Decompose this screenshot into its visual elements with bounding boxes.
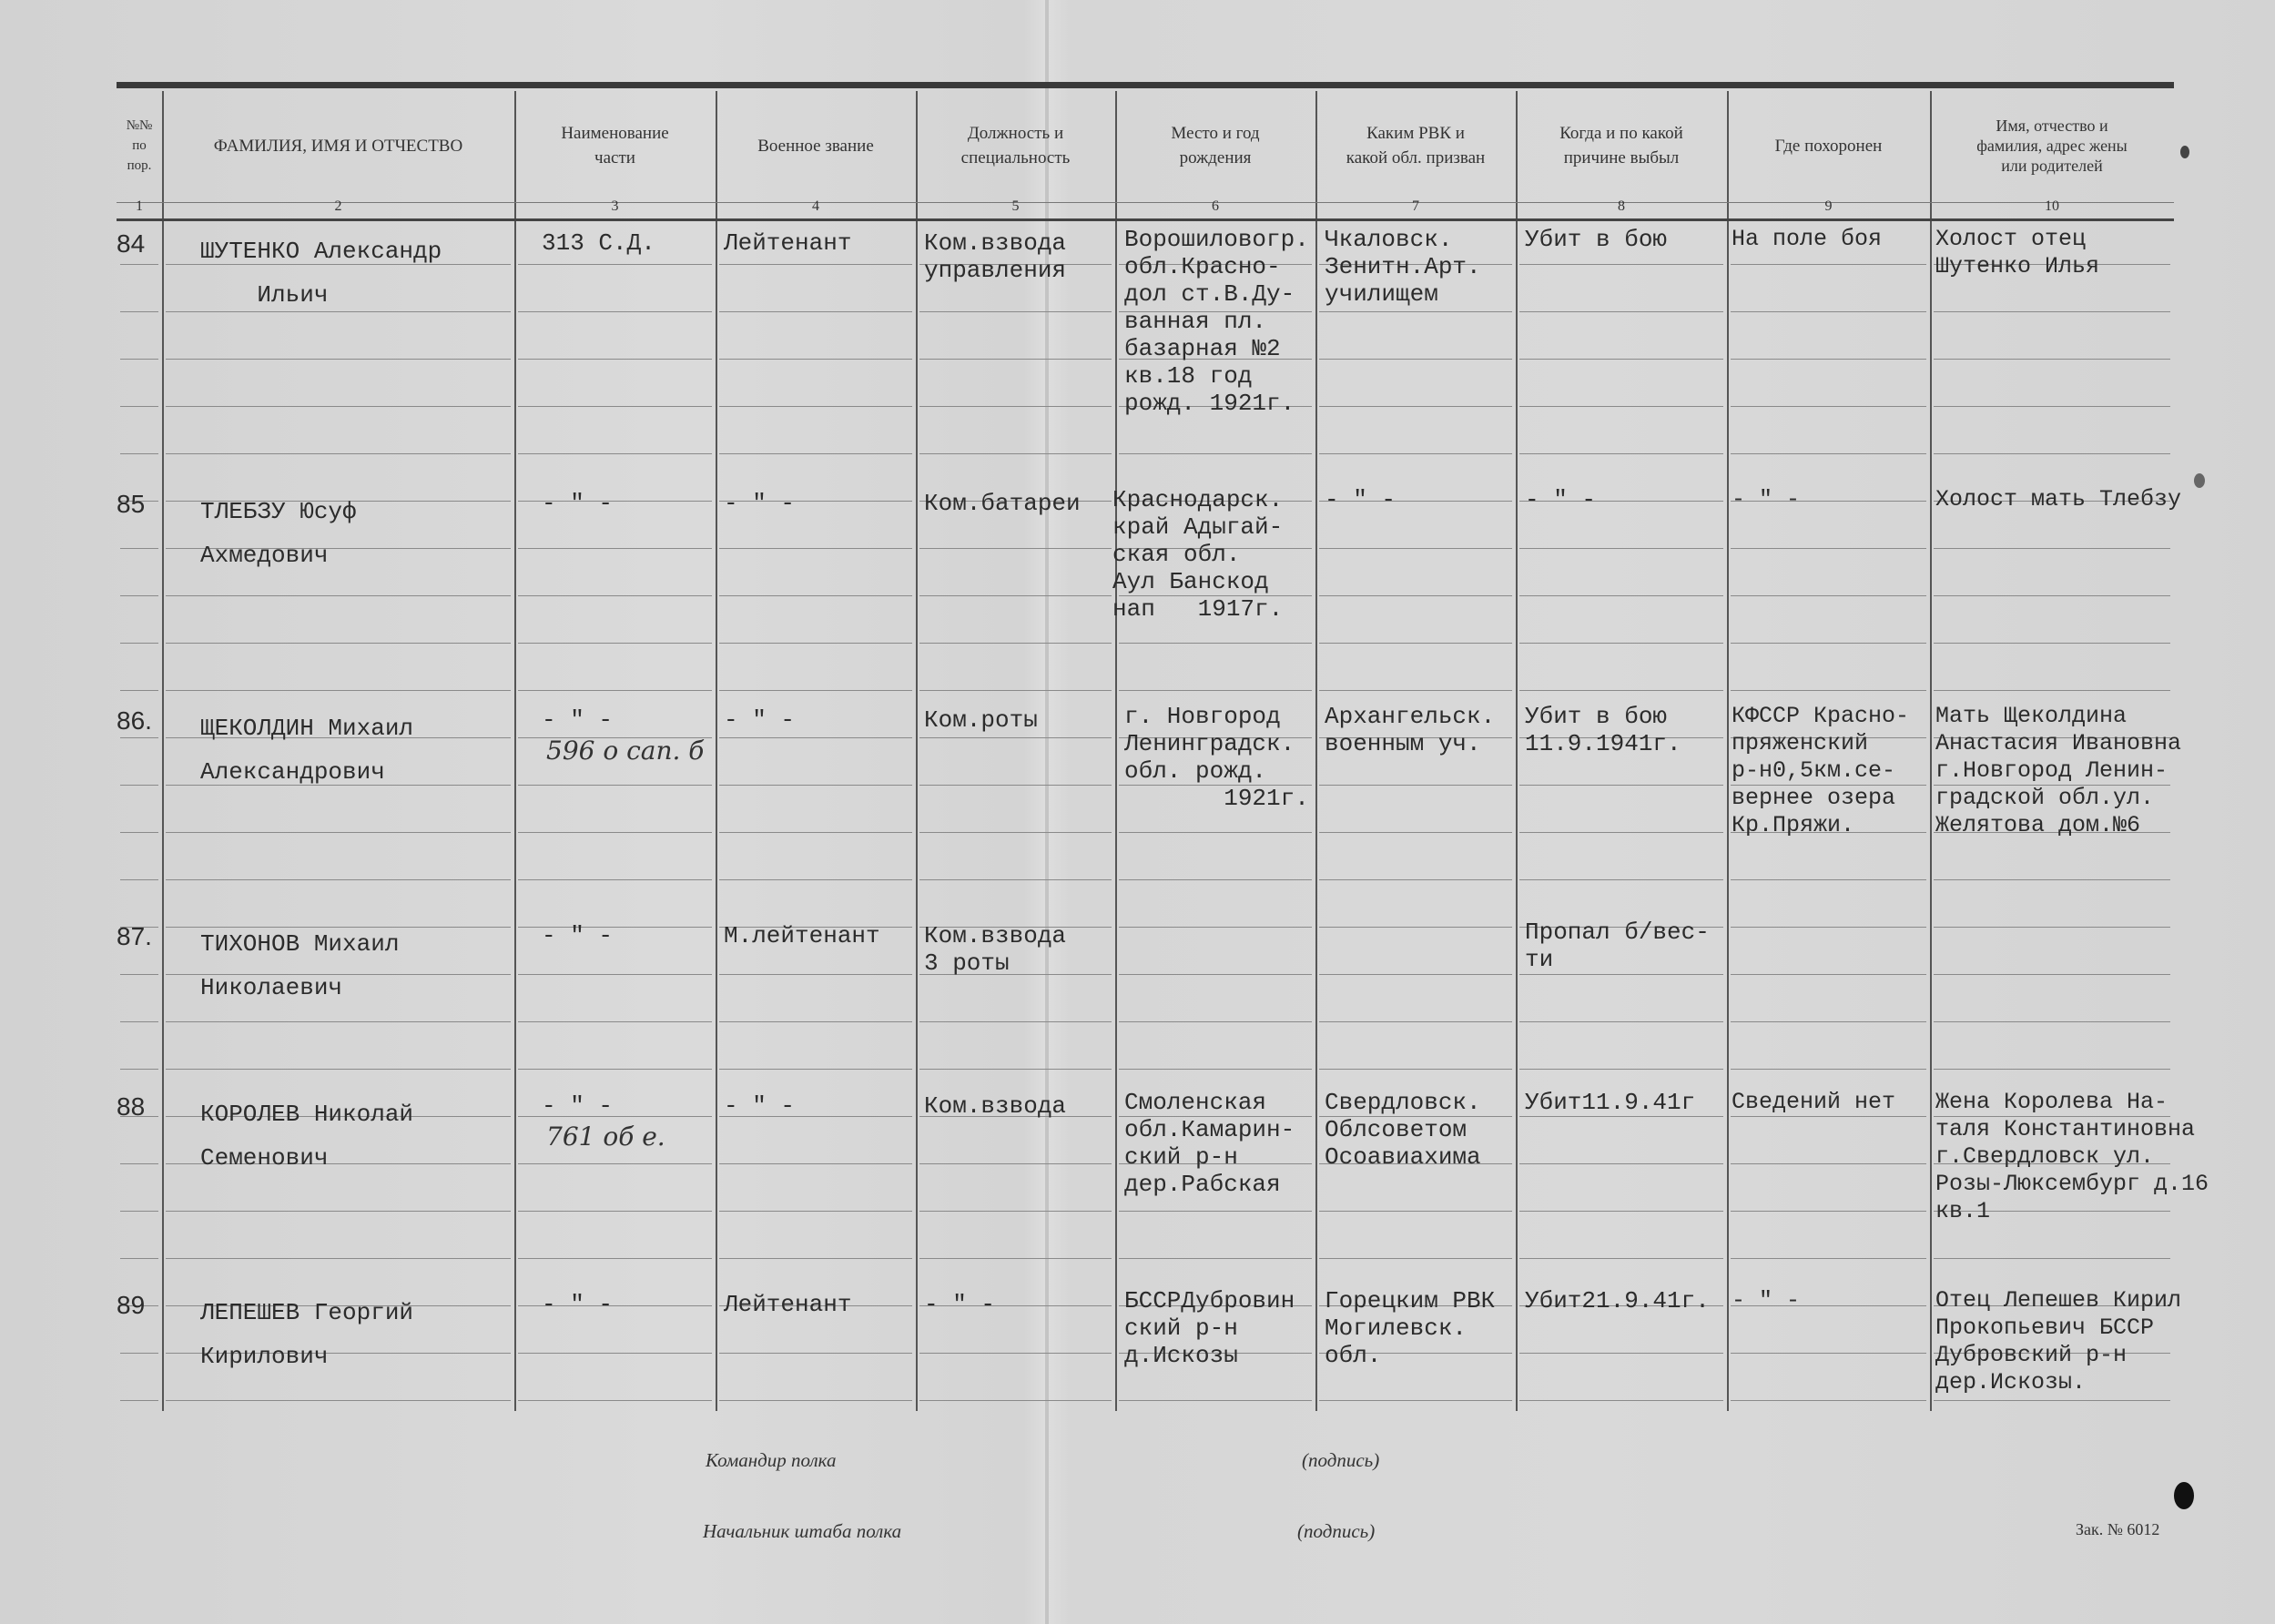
unit-cell: 313 С.Д. — [542, 229, 655, 257]
ruled-line — [1731, 406, 1926, 407]
ruled-line — [1119, 1021, 1312, 1022]
ruled-line — [1119, 879, 1312, 880]
column-number: 1 — [136, 198, 143, 214]
ruled-line — [120, 595, 158, 596]
ruled-line — [120, 548, 158, 549]
row-number: 84 — [117, 229, 146, 258]
soldier-name: ТИХОНОВ Михаил Николаевич — [200, 930, 400, 1001]
ruled-line — [1519, 832, 1723, 833]
ruled-line — [1934, 406, 2170, 407]
ruled-line — [1731, 1116, 1926, 1117]
position-cell: Ком.роты — [924, 706, 1038, 734]
buried-cell: На поле боя — [1732, 226, 1883, 252]
column-number: 2 — [334, 198, 342, 214]
reason-cell: Убит21.9.41г. — [1525, 1287, 1710, 1314]
birth-cell: Краснодарск. край Адыгай- ская обл. Аул Банскод нап 1917г. — [1112, 486, 1284, 623]
column-divider — [916, 91, 918, 1411]
ruled-line — [1319, 1021, 1512, 1022]
ruled-line — [1119, 690, 1312, 691]
ruled-line — [1319, 1069, 1512, 1070]
ruled-line — [919, 832, 1112, 833]
unit-cell: - " - — [542, 922, 614, 949]
ruled-line — [518, 1258, 712, 1259]
buried-cell: Сведений нет — [1732, 1089, 1896, 1115]
ruled-line — [1731, 927, 1926, 928]
ruled-line — [166, 595, 511, 596]
header-col-relatives: Имя, отчество и фамилия, адрес жены или родителей — [1976, 117, 2128, 175]
ruled-line — [919, 359, 1112, 360]
ruled-line — [1119, 974, 1312, 975]
rank-cell: Лейтенант — [724, 229, 852, 257]
ruled-line — [1319, 595, 1512, 596]
ruled-line — [518, 1163, 712, 1164]
unit-handwritten: 596 о сап. б — [546, 736, 705, 766]
ruled-line — [1731, 1400, 1926, 1401]
ruled-line — [919, 1211, 1112, 1212]
ruled-line — [1319, 927, 1512, 928]
soldier-name: КОРОЛЕВ Николай Семенович — [200, 1101, 414, 1172]
position-cell: Ком.батареи — [924, 490, 1081, 517]
ruled-line — [1119, 1400, 1312, 1401]
ruled-line — [719, 1021, 912, 1022]
ruled-line — [1119, 1211, 1312, 1212]
ruled-line — [1731, 595, 1926, 596]
ruled-line — [719, 359, 912, 360]
ruled-line — [719, 643, 912, 644]
ruled-line — [1934, 311, 2170, 312]
ruled-line — [1934, 643, 2170, 644]
ruled-line — [919, 595, 1112, 596]
ruled-line — [1319, 643, 1512, 644]
ruled-line — [1731, 1258, 1926, 1259]
ruled-line — [1934, 359, 2170, 360]
ruled-line — [1119, 1069, 1312, 1070]
ruled-line — [1731, 359, 1926, 360]
rank-cell: М.лейтенант — [724, 922, 880, 949]
ruled-line — [919, 548, 1112, 549]
ruled-line — [1731, 690, 1926, 691]
ruled-line — [1519, 311, 1723, 312]
ruled-line — [919, 737, 1112, 738]
rvk-cell: Горецким РВК Могилевск. обл. — [1325, 1287, 1496, 1369]
ruled-line — [1519, 548, 1723, 549]
ruled-line — [1731, 453, 1926, 454]
header-col-rank: Военное звание — [757, 136, 874, 156]
ruled-line — [1319, 879, 1512, 880]
ruled-line — [1119, 1258, 1312, 1259]
buried-cell: - " - — [1732, 1287, 1801, 1314]
ruled-line — [1519, 1163, 1723, 1164]
ruled-line — [518, 311, 712, 312]
column-number: 6 — [1212, 198, 1219, 214]
birth-cell: БССРДубровин ский р-н д.Искозы — [1124, 1287, 1295, 1369]
reason-cell: Убит11.9.41г — [1525, 1089, 1696, 1116]
ink-blot — [2180, 146, 2189, 158]
ink-blot — [2194, 473, 2205, 488]
birth-cell: Ворошиловогр. обл.Красно- дол ст.В.Ду- ванная пл. базарная №2 кв.18 год рожд. 1921г. — [1124, 226, 1309, 417]
ruled-line — [1119, 927, 1312, 928]
ruled-line — [919, 1021, 1112, 1022]
column-number: 4 — [812, 198, 819, 214]
column-divider — [514, 91, 516, 1411]
ruled-line — [120, 690, 158, 691]
ruled-line — [1519, 974, 1723, 975]
ruled-line — [166, 1258, 511, 1259]
soldier-name: ТЛЕБЗУ Юсуф Ахмедович — [200, 498, 357, 569]
ruled-line — [719, 1353, 912, 1354]
ruled-line — [120, 832, 158, 833]
ruled-line — [518, 406, 712, 407]
ruled-line — [919, 406, 1112, 407]
ruled-line — [1319, 359, 1512, 360]
ruled-line — [919, 785, 1112, 786]
ruled-line — [1119, 832, 1312, 833]
ruled-line — [1519, 359, 1723, 360]
rvk-cell: Чкаловск. Зенитн.Арт. училищем — [1325, 226, 1481, 308]
ink-blot — [2174, 1482, 2194, 1509]
ruled-line — [1519, 643, 1723, 644]
ruled-line — [1519, 1258, 1723, 1259]
ruled-line — [518, 1400, 712, 1401]
relatives-cell: Мать Щеколдина Анастасия Ивановна г.Новгород Ленин- градской обл.ул. Желятова дом.№6 — [1935, 703, 2182, 838]
ruled-line — [120, 359, 158, 360]
ruled-line — [166, 1400, 511, 1401]
rvk-cell: Свердловск. Облсоветом Осоавиахима — [1325, 1089, 1481, 1171]
ruled-line — [719, 406, 912, 407]
ruled-line — [719, 737, 912, 738]
ruled-line — [1934, 974, 2170, 975]
ruled-line — [1934, 595, 2170, 596]
ruled-line — [120, 406, 158, 407]
header-col-birth: Место и год рождения — [1171, 124, 1260, 167]
ruled-line — [719, 974, 912, 975]
header-col-reason: Когда и по какой причине выбыл — [1559, 124, 1683, 167]
ruled-line — [1319, 1258, 1512, 1259]
unit-cell: - " - — [542, 1291, 614, 1318]
ruled-line — [518, 1069, 712, 1070]
footer-commander-label: Командир полка — [706, 1449, 837, 1471]
ruled-line — [1319, 974, 1512, 975]
rank-cell: Лейтенант — [724, 1291, 852, 1318]
birth-cell: г. Новгород Ленинградск. обл. рожд. 1921г. — [1124, 703, 1309, 812]
ruled-line — [1934, 690, 2170, 691]
ruled-line — [518, 643, 712, 644]
ruled-line — [1934, 927, 2170, 928]
ruled-line — [719, 832, 912, 833]
ruled-line — [1934, 1069, 2170, 1070]
position-cell: Ком.взвода 3 роты — [924, 922, 1067, 977]
ruled-line — [120, 1211, 158, 1212]
reason-cell: Пропал б/вес- ти — [1525, 919, 1710, 973]
ruled-line — [719, 595, 912, 596]
ruled-line — [1934, 548, 2170, 549]
ruled-line — [1934, 453, 2170, 454]
ruled-line — [518, 690, 712, 691]
birth-cell: Смоленская обл.Камарин- ский р-н дер.Рабская — [1124, 1089, 1295, 1198]
ruled-line — [120, 643, 158, 644]
column-divider — [162, 91, 164, 1411]
ruled-line — [1731, 548, 1926, 549]
position-cell: - " - — [924, 1291, 996, 1318]
ruled-line — [719, 264, 912, 265]
header-col-position: Должность и специальность — [960, 124, 1071, 167]
ruled-line — [1319, 690, 1512, 691]
ruled-line — [1519, 1211, 1723, 1212]
ruled-line — [1731, 974, 1926, 975]
ruled-line — [719, 1211, 912, 1212]
column-divider — [1516, 91, 1518, 1411]
relatives-cell: Холост мать Тлебзу — [1935, 486, 2182, 513]
ruled-line — [120, 785, 158, 786]
ruled-line — [120, 453, 158, 454]
row-number: 87. — [117, 922, 152, 950]
column-divider — [1315, 91, 1317, 1411]
row-number: 85 — [117, 490, 146, 518]
column-number: 7 — [1412, 198, 1419, 214]
ruled-line — [166, 406, 511, 407]
ruled-line — [1519, 879, 1723, 880]
row-number: 89 — [117, 1291, 146, 1319]
footer-signature-1: (подпись) — [1302, 1449, 1380, 1471]
ruled-line — [1934, 1021, 2170, 1022]
footer-signature-2: (подпись) — [1297, 1520, 1376, 1542]
ruled-line — [1934, 1258, 2170, 1259]
ruled-line — [120, 974, 158, 975]
column-number: 9 — [1824, 198, 1833, 214]
column-number: 3 — [611, 198, 619, 214]
footer-chief-label: Начальник штаба полка — [703, 1520, 902, 1542]
ruled-line — [919, 643, 1112, 644]
ruled-line — [1119, 453, 1312, 454]
ruled-line — [166, 359, 511, 360]
ruled-line — [1519, 1069, 1723, 1070]
header-col-rvk: Каким РВК и какой обл. призван — [1346, 124, 1486, 167]
ruled-line — [518, 1353, 712, 1354]
column-number: 5 — [1011, 198, 1020, 214]
header-col-num: №№ по пор. — [126, 118, 153, 173]
rank-cell: - " - — [724, 706, 796, 734]
position-cell: Ком.взвода — [924, 1092, 1067, 1120]
ruled-line — [1519, 453, 1723, 454]
ruled-line — [1519, 690, 1723, 691]
ruled-line — [166, 832, 511, 833]
ruled-line — [1731, 1163, 1926, 1164]
ruled-line — [1319, 1211, 1512, 1212]
buried-cell: - " - — [1732, 486, 1801, 513]
column-number: 8 — [1618, 198, 1625, 214]
ruled-line — [1319, 311, 1512, 312]
ruled-line — [166, 453, 511, 454]
reason-cell: - " - — [1525, 486, 1597, 513]
ruled-line — [120, 1353, 158, 1354]
ruled-line — [1319, 1400, 1512, 1401]
ruled-line — [1319, 548, 1512, 549]
ruled-line — [518, 453, 712, 454]
ruled-line — [919, 1258, 1112, 1259]
ruled-line — [166, 690, 511, 691]
ruled-line — [1731, 1021, 1926, 1022]
ruled-line — [518, 264, 712, 265]
rvk-cell: Архангельск. военным уч. — [1325, 703, 1496, 757]
soldier-name: ЛЕПЕШЕВ Георгий Кирилович — [200, 1299, 414, 1370]
unit-cell: - " - — [542, 1092, 614, 1120]
ruled-line — [719, 311, 912, 312]
ruled-line — [719, 548, 912, 549]
column-divider — [716, 91, 717, 1411]
ruled-line — [120, 1258, 158, 1259]
ruled-line — [1319, 406, 1512, 407]
unit-handwritten: 761 об е. — [546, 1122, 665, 1152]
ruled-line — [1934, 1400, 2170, 1401]
reason-cell: Убит в бою 11.9.1941г. — [1525, 703, 1681, 757]
rvk-cell: - " - — [1325, 486, 1396, 513]
ruled-line — [719, 879, 912, 880]
ruled-line — [719, 1400, 912, 1401]
ruled-line — [120, 1400, 158, 1401]
ruled-line — [919, 879, 1112, 880]
ruled-line — [518, 1021, 712, 1022]
ruled-line — [919, 690, 1112, 691]
ruled-line — [919, 1400, 1112, 1401]
header-rule — [117, 218, 2174, 221]
ruled-line — [719, 1069, 912, 1070]
relatives-cell: Отец Лепешев Кирил Прокопьевич БССР Дубровский р-н дер.Искозы. — [1935, 1287, 2182, 1396]
rank-cell: - " - — [724, 490, 796, 517]
ruled-line — [120, 879, 158, 880]
ruled-line — [518, 595, 712, 596]
ruled-line — [1731, 264, 1926, 265]
ruled-line — [120, 1069, 158, 1070]
unit-cell: - " - — [542, 490, 614, 517]
ruled-line — [166, 1069, 511, 1070]
row-number: 86. — [117, 706, 152, 735]
ruled-line — [1119, 643, 1312, 644]
ruled-line — [1519, 264, 1723, 265]
ruled-line — [166, 1021, 511, 1022]
ruled-line — [518, 832, 712, 833]
ruled-line — [518, 548, 712, 549]
ruled-line — [120, 1021, 158, 1022]
column-number: 10 — [2045, 198, 2059, 214]
soldier-name: ЩЕКОЛДИН Михаил Александрович — [200, 715, 414, 786]
ruled-line — [1519, 1400, 1723, 1401]
soldier-name: ШУТЕНКО Александр Ильич — [200, 238, 442, 309]
ruled-line — [1731, 879, 1926, 880]
ruled-line — [719, 785, 912, 786]
ruled-line — [518, 974, 712, 975]
unit-cell: - " - — [542, 706, 614, 734]
ruled-line — [1519, 1116, 1723, 1117]
buried-cell: КФССР Красно- пряженский р-н0,5км.се- вернее озера Кр.Пряжи. — [1732, 703, 1910, 838]
ruled-line — [120, 1163, 158, 1164]
top-border-band — [117, 82, 2174, 88]
position-cell: Ком.взвода управления — [924, 229, 1067, 284]
ruled-line — [1319, 785, 1512, 786]
ruled-line — [919, 1353, 1112, 1354]
ruled-line — [120, 737, 158, 738]
column-divider — [1115, 91, 1117, 1411]
ruled-line — [719, 1163, 912, 1164]
ruled-line — [919, 1163, 1112, 1164]
ruled-line — [1319, 453, 1512, 454]
ruled-line — [1934, 879, 2170, 880]
relatives-cell: Жена Королева На- таля Константиновна г.Свердловск ул. Розы-Люксембург д.16 кв.1 — [1935, 1089, 2209, 1224]
ruled-line — [719, 1258, 912, 1259]
ruled-line — [166, 643, 511, 644]
rank-cell: - " - — [724, 1092, 796, 1120]
ruled-line — [1519, 1353, 1723, 1354]
ruled-line — [1519, 1021, 1723, 1022]
ruled-line — [1731, 1353, 1926, 1354]
column-divider — [1930, 91, 1932, 1411]
ruled-line — [919, 1069, 1112, 1070]
ruled-line — [166, 879, 511, 880]
header-col-name: ФАМИЛИЯ, ИМЯ И ОТЧЕСТВО — [213, 136, 463, 156]
ruled-line — [1731, 1211, 1926, 1212]
ruled-line — [166, 1211, 511, 1212]
ruled-line — [1731, 311, 1926, 312]
ruled-line — [1519, 595, 1723, 596]
ruled-line — [120, 264, 158, 265]
ruled-line — [518, 785, 712, 786]
ruled-line — [518, 879, 712, 880]
ruled-line — [719, 690, 912, 691]
footer-order-number: Зак. № 6012 — [2076, 1520, 2160, 1538]
column-divider — [1727, 91, 1729, 1411]
ruled-line — [518, 1211, 712, 1212]
reason-cell: Убит в бою — [1525, 226, 1668, 253]
header-col-unit: Наименование части — [561, 124, 669, 167]
row-number: 88 — [117, 1092, 146, 1121]
ruled-line — [1731, 1069, 1926, 1070]
ruled-line — [919, 311, 1112, 312]
ruled-line — [919, 453, 1112, 454]
ruled-line — [1319, 832, 1512, 833]
ruled-line — [1519, 785, 1723, 786]
relatives-cell: Холост отец Шутенко Илья — [1935, 226, 2100, 279]
ruled-line — [120, 311, 158, 312]
ruled-line — [719, 453, 912, 454]
ruled-line — [518, 359, 712, 360]
header-col-buried: Где похоронен — [1774, 136, 1883, 156]
ruled-line — [1519, 406, 1723, 407]
ruled-line — [1731, 643, 1926, 644]
